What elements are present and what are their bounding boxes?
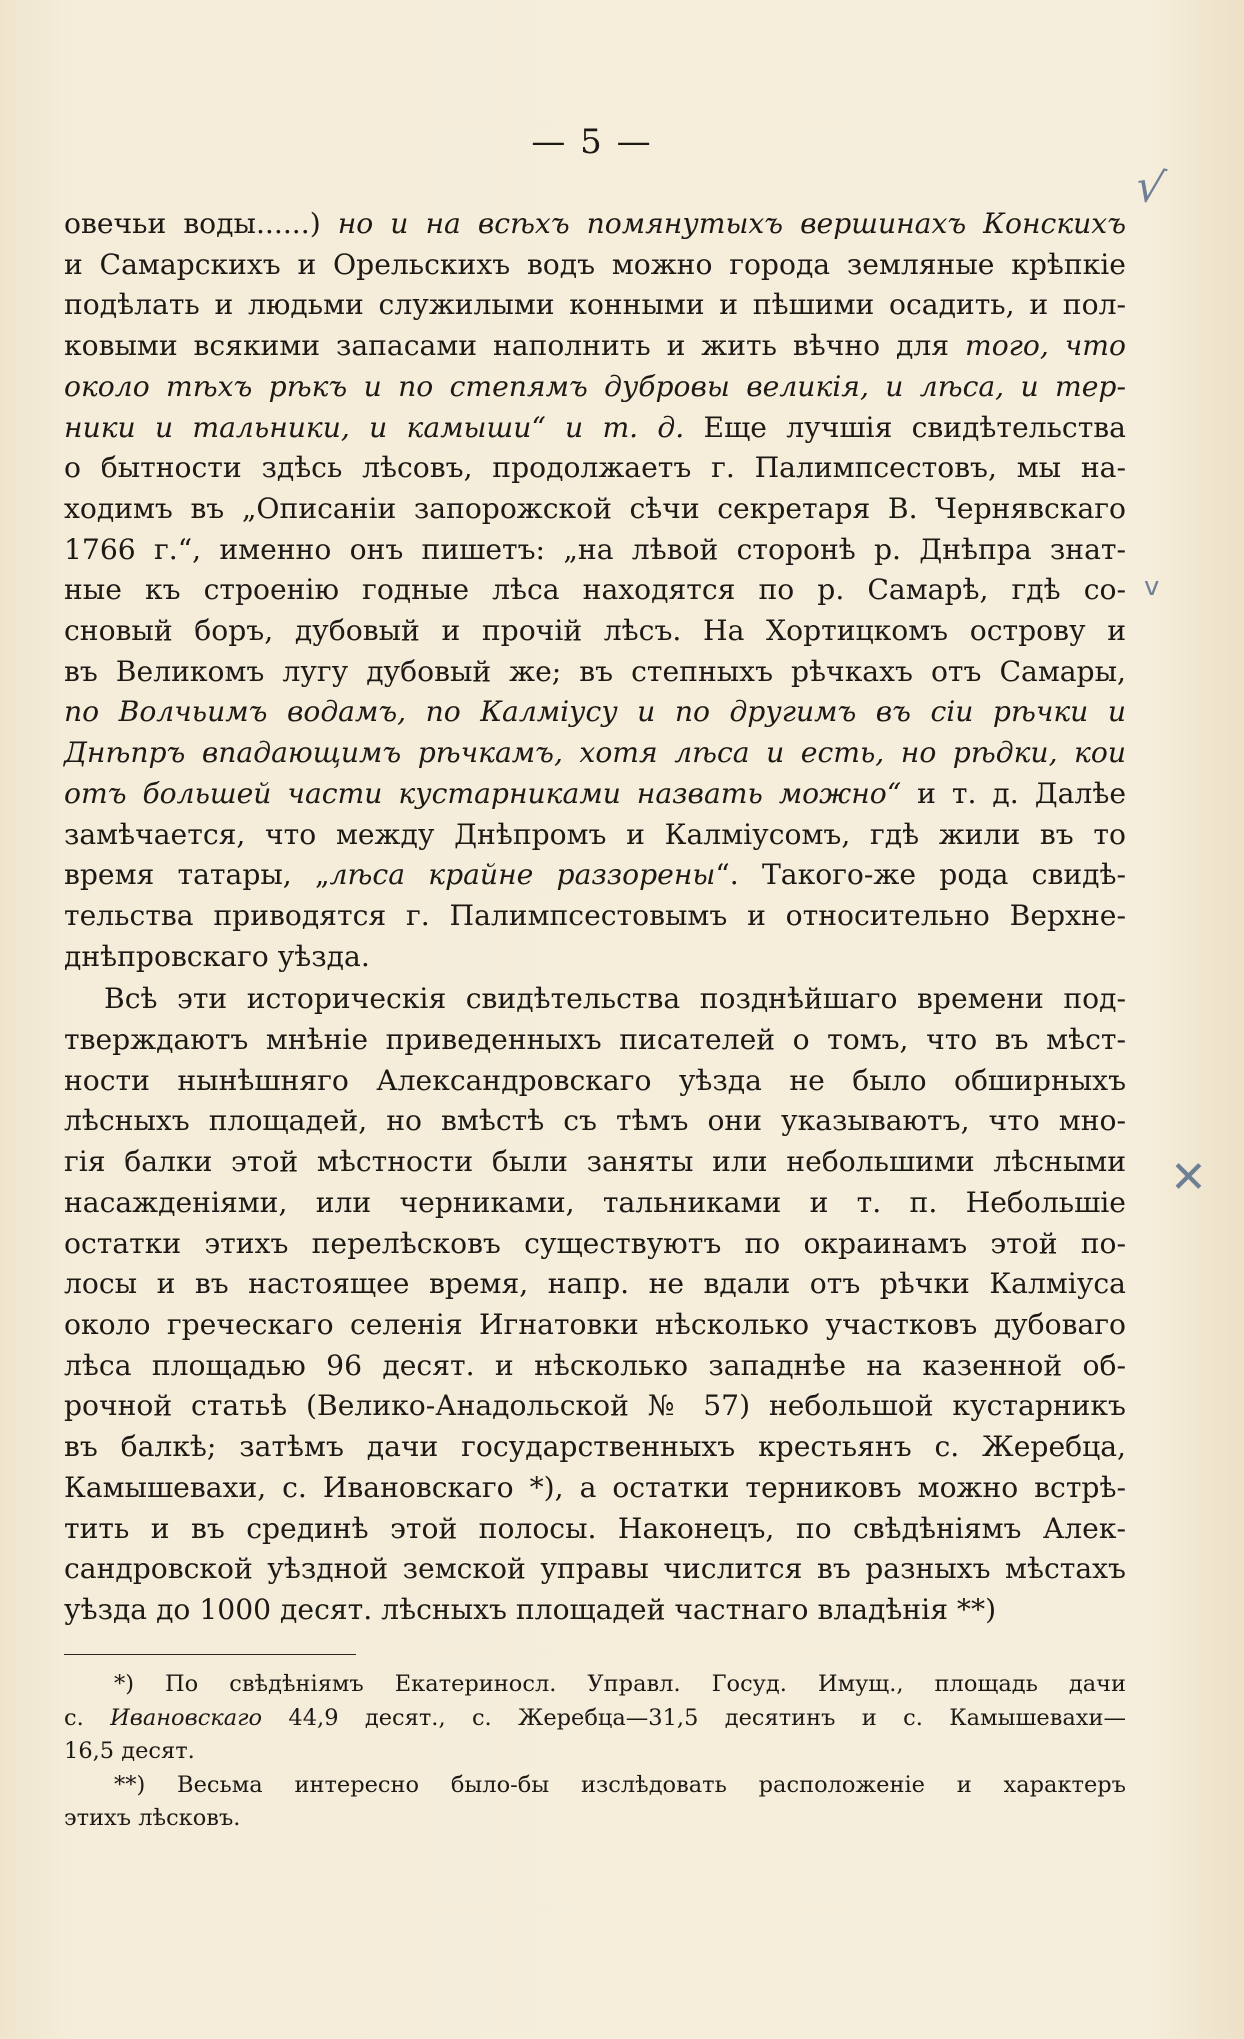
text-line: ходимъ въ „Описаніи запорожской сѣчи секретаря В. Чернявскаго xyxy=(64,491,1126,525)
text-line: въ Великомъ лугу дубовый же; въ степныхъ рѣчкахъ отъ Самары, xyxy=(64,654,1126,688)
text-line: Днѣпръ впадающимъ рѣчкамъ, хотя лѣса и есть, но рѣдки, кои xyxy=(64,736,1126,770)
footnote-divider xyxy=(64,1654,356,1655)
margin-check-mark: √ xyxy=(1131,159,1169,216)
text-line: Всѣ эти историческія свидѣтельства позднѣйшаго времени под- xyxy=(104,982,1126,1016)
text-line: уѣзда до 1000 десят. лѣсныхъ площадей частнаго владѣнія **) xyxy=(64,1592,997,1626)
text-line: тить и въ срединѣ этой полосы. Наконецъ, по свѣдѣніямъ Алек- xyxy=(64,1511,1126,1545)
text-line: 1766 г.“, именно онъ пишетъ: „на лѣвой сторонѣ р. Днѣпра знат- xyxy=(64,532,1126,566)
text-line: овечьи воды......) но и на всѣхъ помянутыхъ вершинахъ Конскихъ xyxy=(64,207,1126,240)
text-line: насажденіями, или черниками, тальниками и т. п. Небольшіе xyxy=(64,1185,1126,1219)
main-text xyxy=(64,204,1126,1631)
text-line: тельства приводятся г. Палимпсестовымъ и относительно Верхне- xyxy=(64,898,1126,932)
text-line: днѣпровскаго уѣзда. xyxy=(64,939,370,973)
page-number: — 5 — xyxy=(531,122,653,162)
text-line: лѣса площадью 96 десят. и нѣсколько западнѣе на казенной об- xyxy=(64,1348,1126,1382)
text-line: лосы и въ настоящее время, напр. не вдали отъ рѣчки Калміуса xyxy=(64,1267,1126,1301)
text-line: тверждаютъ мнѣніе приведенныхъ писателей о томъ, что въ мѣст- xyxy=(64,1023,1126,1057)
text-line: ности нынѣшняго Александровскаго уѣзда не было обширныхъ xyxy=(64,1063,1126,1097)
text-line: ники и тальники, и камыши“ и т. д. Еще лучшія свидѣтельства xyxy=(64,410,1126,444)
footnote-line: 16,5 десят. xyxy=(64,1738,195,1764)
footnotes xyxy=(64,1668,1126,1836)
text-line: отъ большей части кустарниками назвать можно“ и т. д. Далѣе xyxy=(64,776,1127,810)
text-line: сандровской уѣздной земской управы числится въ разныхъ мѣстахъ xyxy=(64,1552,1126,1586)
text-line: замѣчается, что между Днѣпромъ и Калміусомъ, гдѣ жили въ то xyxy=(64,817,1126,851)
text-line: Камышевахи, с. Ивановскаго *), а остатки терниковъ можно встрѣ- xyxy=(64,1470,1126,1504)
text-line: время татары, „лѣса крайне раззорены“. Такого-же рода свидѣ- xyxy=(64,858,1126,892)
text-line: по Волчьимъ водамъ, по Калміусу и по другимъ въ сіи рѣчки и xyxy=(64,695,1126,729)
text-line: о бытности здѣсь лѣсовъ, продолжаетъ г. Палимпсестовъ, мы на- xyxy=(64,451,1126,485)
text-line: ные къ строенію годные лѣса находятся по р. Самарѣ, гдѣ со- xyxy=(64,573,1126,607)
text-line: сновый боръ, дубовый и прочій лѣсъ. На Хортицкомъ острову и xyxy=(64,614,1126,648)
text-line: лѣсныхъ площадей, но вмѣстѣ съ тѣмъ они указываютъ, что мно- xyxy=(64,1104,1126,1138)
text-line: рочной статьѣ (Велико-Анадольской № 57) небольшой кустарникъ xyxy=(64,1389,1126,1423)
text-line: около тѣхъ рѣкъ и по степямъ дубровы великія, и лѣса, и тер- xyxy=(64,369,1126,403)
text-line: гія балки этой мѣстности были заняты или небольшими лѣсными xyxy=(64,1145,1126,1179)
footnote-line: с. Ивановскаго 44,9 десят., с. Жеребца—31,5 десятинъ и с. Камышевахи— xyxy=(64,1704,1126,1731)
text-line: въ балкѣ; затѣмъ дачи государственныхъ крестьянъ с. Жеребца, xyxy=(64,1430,1126,1464)
text-line: и Самарскихъ и Орельскихъ водъ можно города земляные крѣпкіе xyxy=(64,247,1126,281)
margin-v-mark: v xyxy=(1144,572,1160,602)
text-line: остатки этихъ перелѣсковъ существуютъ по окраинамъ этой по- xyxy=(64,1226,1126,1260)
footnote-line: **) Весьма интересно было-бы изслѣдовать расположеніе и характеръ xyxy=(114,1771,1126,1798)
margin-x-mark: ✕ xyxy=(1170,1152,1207,1203)
text-line: ковыми всякими запасами наполнить и жить вѣчно для того, что xyxy=(64,329,1126,363)
footnote-line: этихъ лѣсковъ. xyxy=(64,1805,241,1831)
text-line: около греческаго селенія Игнатовки нѣсколько участковъ дубоваго xyxy=(64,1307,1126,1341)
footnote-line: *) По свѣдѣніямъ Екатериносл. Управл. Госуд. Имущ., площадь дачи xyxy=(114,1671,1126,1697)
text-line: подѣлать и людьми служилыми конными и пѣшими осадить, и пол- xyxy=(64,288,1126,322)
